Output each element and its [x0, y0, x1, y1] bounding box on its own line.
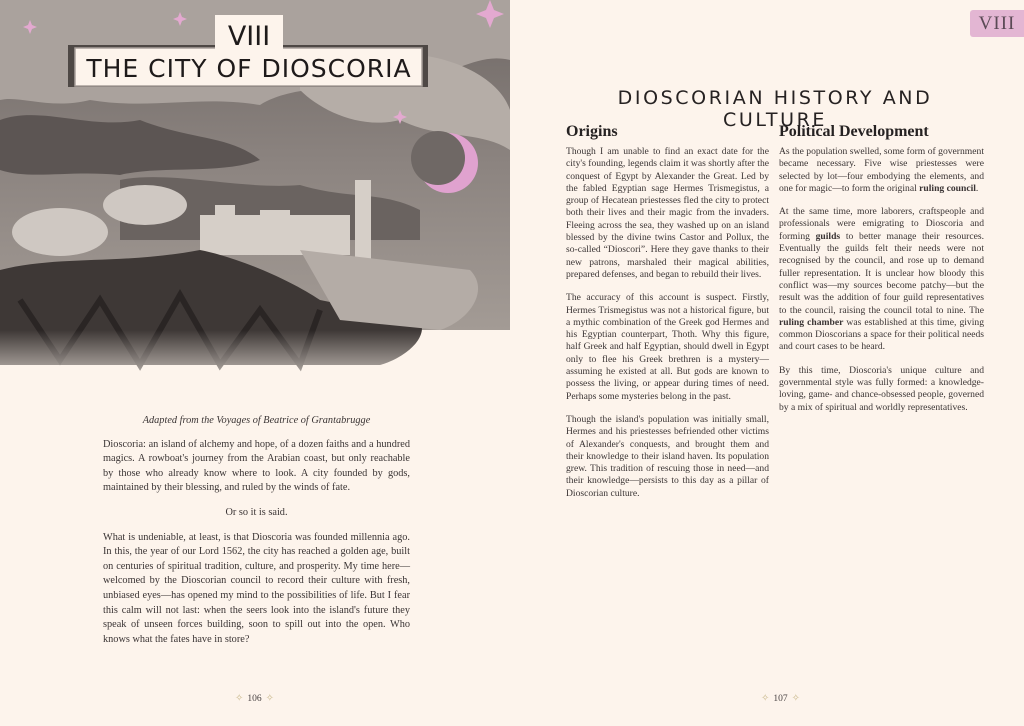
- star-icon: ✧: [235, 693, 244, 704]
- paragraph: By this time, Dioscoria's unique culture and governmental style was fully formed: a knowledge-loving, game- and chance-obsessed people, governed by a mix of spiritual and worldly representatives.: [779, 364, 984, 413]
- paragraph: At the same time, more laborers, craftspeople and professionals were emigrating to Dioscoria and forming guilds to better manage their resources. Eventually the guilds felt their needs were not recognised by the council, and rose up to demand fuller representation. It is unclear how bloody this conflict was—my sources become patchy—but the result was the addition of four guild representatives to the council, raising the council total to nine. The ruling chamber was established at this time, giving common Dioscorians a space for their political needs and court cases to be heard.: [779, 206, 984, 353]
- star-icon: ✧: [791, 693, 801, 704]
- paragraph: Or so it is said.: [225, 506, 288, 518]
- paragraph: As the population swelled, some form of government became necessary. Five wise priestesses were selected by lot—four embodying the elements, and one for magic—to form the original ruling council.: [779, 146, 984, 194]
- paragraph: Though I am unable to find an exact date for the city's founding, legends claim it was shortly after the conquest of Egypt by Alexander the Great. Led by the fabled Egyptian sage Hermes Trismegistus, a group of Hecatean priestesses fled the city to protect both their lives and their magic from the invaders. Fleeing across the sea, they washed up on an island blessed by the divine twins Castor and Pollux, the so-called “Dioscori”. Here they gave thanks to their new patrons, marshaled their magical abilities, prepared defenses, and began to rebuild their lives.: [566, 146, 769, 280]
- origins-heading: Origins: [566, 123, 618, 140]
- star-icon: ✧: [265, 693, 275, 704]
- page-number: 107: [773, 694, 788, 704]
- political-column: [779, 122, 984, 425]
- paragraph: The accuracy of this account is suspect. Firstly, Hermes Trismegistus was not a historical figure, but a mythic combination of the Greek god Hermes and his Egyptian counterpart, Thoth. Why this figure, half Greek and half Egyptian, should dwell in Egypt only to flee his Greek brethren is a mystery—assuming he existed at all. But gods are known to possess the living, or appear during times of need. Perhaps some mysteries belong in the past.: [566, 292, 769, 402]
- paragraph: Though the island's population was initially small, Hermes and his priestesses befriended other victims of Alexander's conquests, and brought them and their knowledge to their island haven. Its population grew. This tradition of rescuing those in need—and their knowledge—persists to this day as a pillar of Dioscorian culture.: [566, 413, 769, 499]
- city-illustration: [0, 0, 512, 400]
- left-page-text: [103, 414, 410, 657]
- origins-column: [566, 122, 769, 511]
- chapter-title: THE CITY OF DIOSCORIA: [86, 54, 412, 83]
- chapter-numeral: VIII: [227, 21, 271, 52]
- star-icon: ✧: [761, 693, 770, 704]
- chapter-tab: VIII: [970, 10, 1024, 37]
- section-title: DIOSCORIAN HISTORY AND CULTURE: [617, 86, 933, 131]
- paragraph: Dioscoria: an island of alchemy and hope, of a dozen faiths and a hundred magics. A rowboat's journey from the Arabian coast, but only reachable by those who already know where to look. A city founded by gods, maintained by their blessing, and ruled by the winds of fate.: [103, 438, 410, 494]
- caption: Adapted from the Voyages of Beatrice of Grantabrugge: [142, 415, 371, 426]
- political-heading: Political Development: [779, 123, 929, 140]
- paragraph: What is undeniable, at least, is that Dioscoria was founded millennia ago. In this, the year of our Lord 1562, the city has reached a golden age, built on centuries of spiritual tradition, culture, and prosperity. My time here—welcomed by the Dioscorian council to record their culture with fresh, unbiased eyes—has opened my mind to the possibilities of life. But I fear this calm will not last: when the seers look into the island's future they speak of unseen forces building, soon to spill out into the open. Who knows what the fates have in store?: [103, 531, 410, 645]
- page-number: 106: [247, 694, 262, 704]
- page-number-right: [757, 693, 804, 704]
- page-number-left: [231, 693, 278, 704]
